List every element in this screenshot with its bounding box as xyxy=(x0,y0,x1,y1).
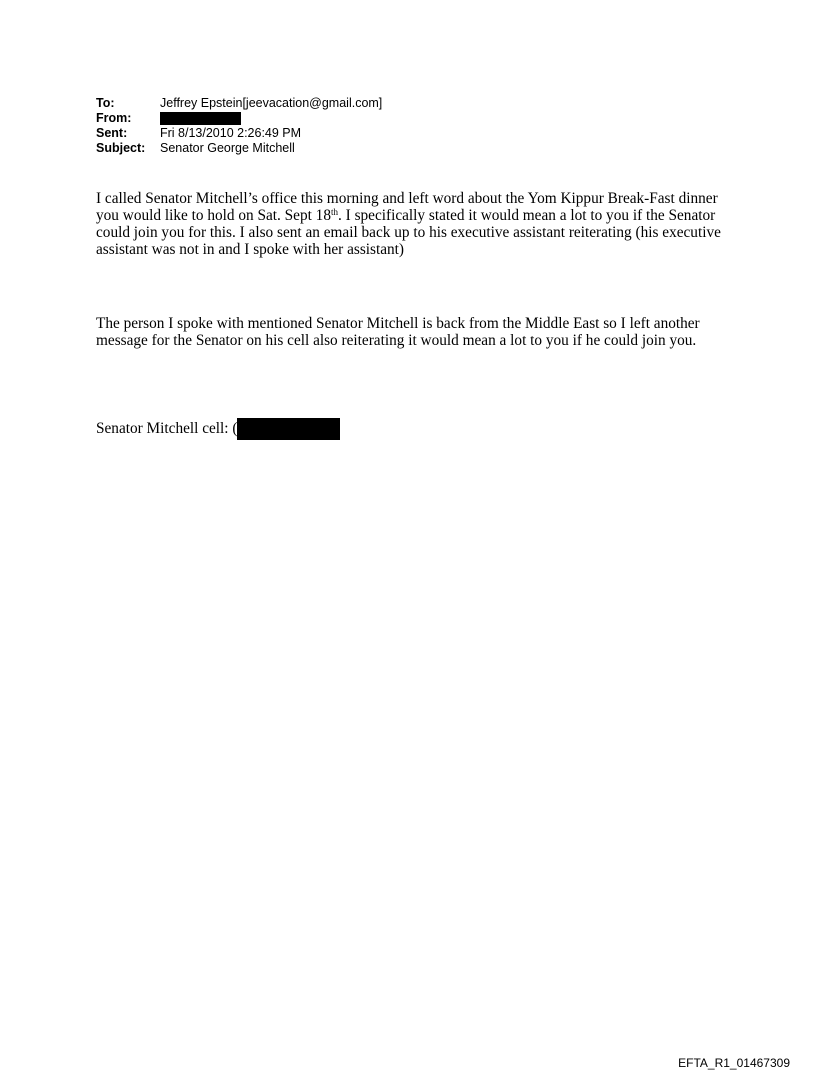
ordinal-suffix: th xyxy=(330,207,338,217)
from-redaction xyxy=(160,112,241,125)
subject-label: Subject: xyxy=(96,141,146,155)
to-row xyxy=(96,96,382,111)
subject-row xyxy=(96,141,382,156)
cell-redaction xyxy=(237,418,340,440)
body-paragraph-1 xyxy=(96,190,736,258)
body-paragraph-1-text-a: I called Senator Mitchell’s office this morning and left word about the Yom Kippur Break-Fast dinner you would like to hold on Sat. Sept 18 xyxy=(96,190,718,224)
sent-row xyxy=(96,126,382,141)
subject-value: Senator George Mitchell xyxy=(160,141,295,155)
from-row xyxy=(96,111,382,126)
body-paragraph-3 xyxy=(96,420,736,442)
document-id: EFTA_R1_01467309 xyxy=(678,1056,790,1070)
body-paragraph-1-text-b: . I specifically stated it would mean a lot to you if the Senator could join you for this. I also sent an email back up to his executive assistant reiterating (his executive assistant was not in and I spoke with her assistant) xyxy=(96,207,721,258)
sent-value: Fri 8/13/2010 2:26:49 PM xyxy=(160,126,302,140)
to-label: To: xyxy=(96,96,115,110)
from-label: From: xyxy=(96,111,132,125)
body-paragraph-2: The person I spoke with mentioned Senator Mitchell is back from the Middle East so I left another message for the Senator on his cell also reiterating it would mean a lot to you if he could join you. xyxy=(96,315,700,349)
from-value xyxy=(160,111,241,126)
cell-label: Senator Mitchell cell: ( xyxy=(96,420,238,437)
sent-label: Sent: xyxy=(96,126,128,140)
to-value: Jeffrey Epstein[jeevacation@gmail.com] xyxy=(160,96,383,110)
email-header xyxy=(96,96,382,156)
